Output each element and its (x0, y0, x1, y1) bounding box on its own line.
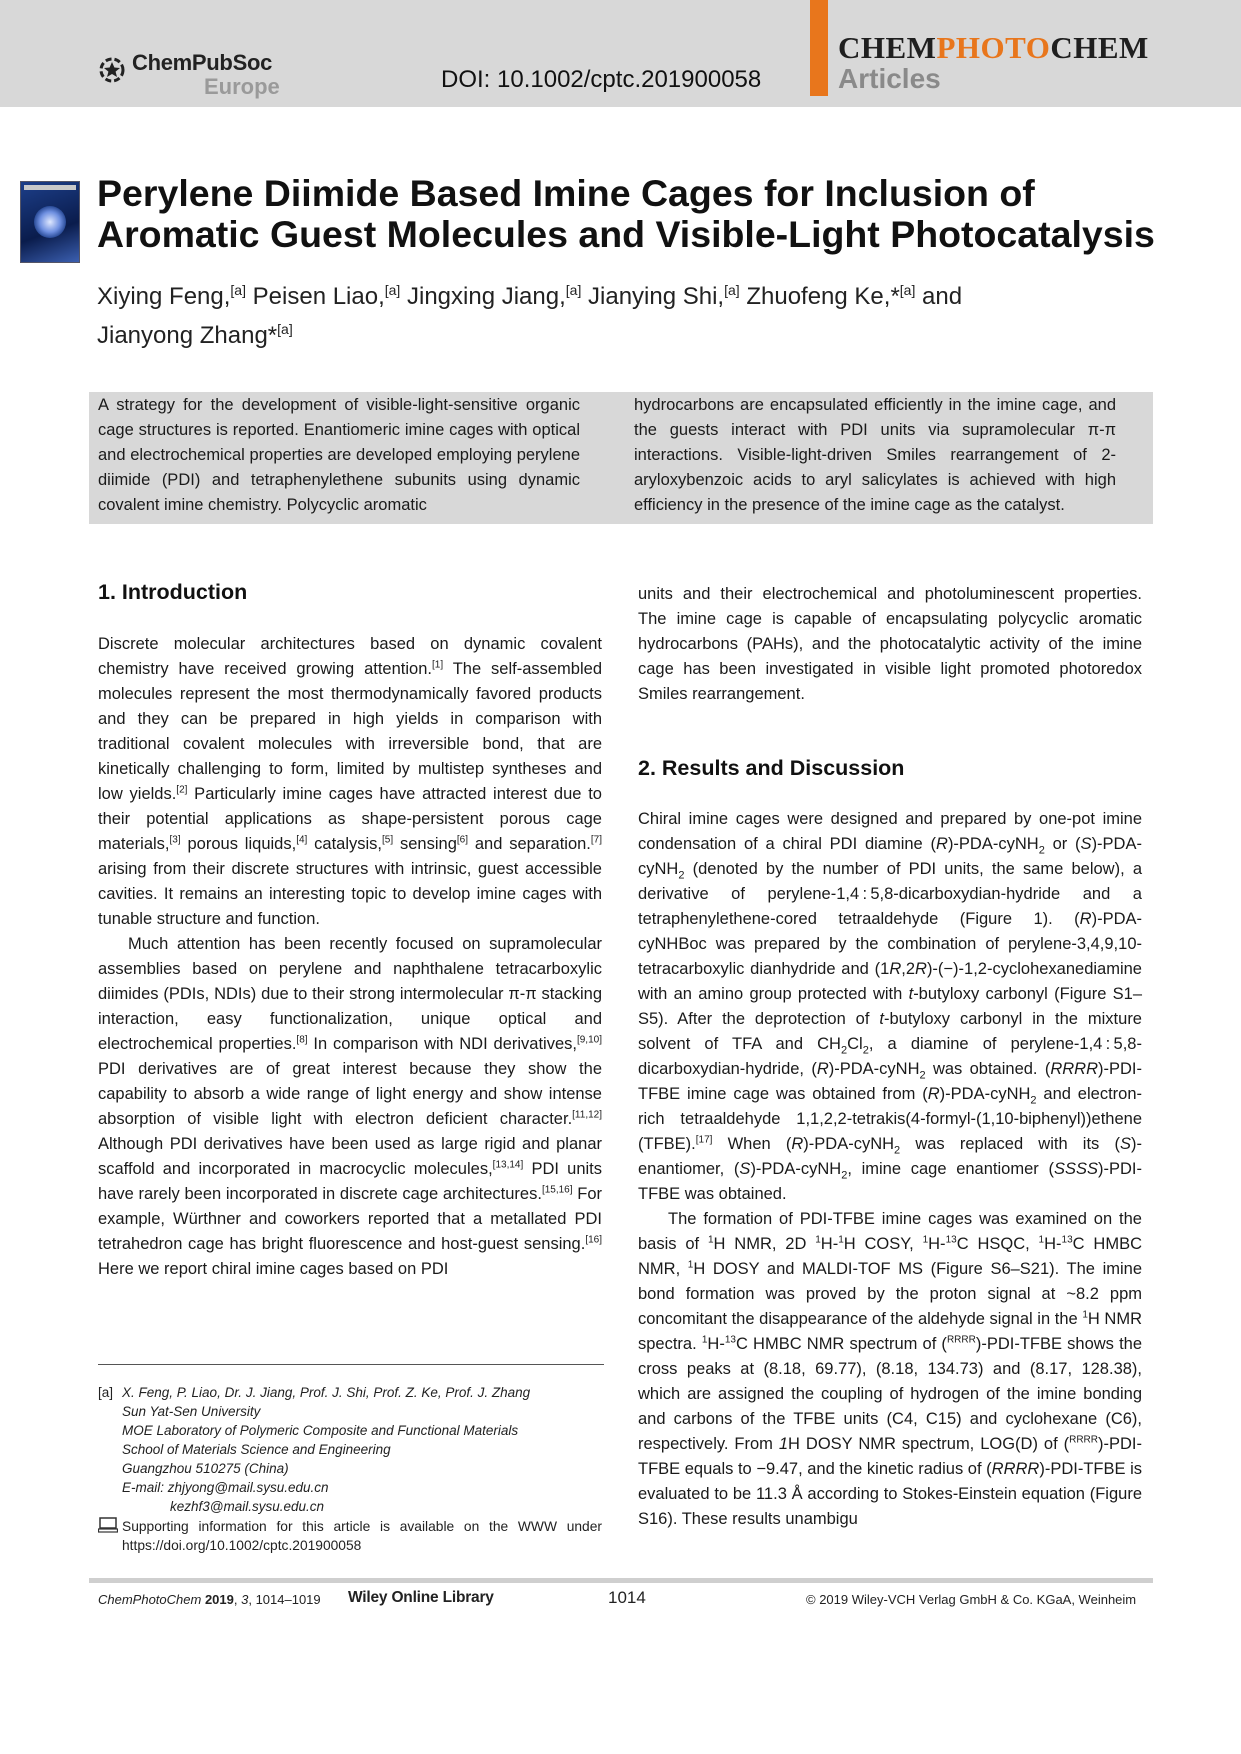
page-number: 1014 (608, 1588, 646, 1607)
computer-icon (98, 1517, 118, 1533)
journal-cover-thumbnail (20, 181, 80, 263)
footnote-tag: [a] (98, 1385, 114, 1400)
citation: [3] (169, 834, 181, 846)
citation: [11,12] (572, 1109, 602, 1121)
supporting-info-text[interactable]: Supporting information for this article is available on the WWW under https://doi.org/10.1002/cptc.201900058 (122, 1519, 602, 1553)
citation: [6] (456, 834, 469, 846)
paragraph: Much attention has been recently focused on supramolecular assemblies based on perylene and naphthalene tetracarboxylic diimides (PDIs, NDIs) due to their strong intermolecular π-π stacking interaction, easy functionalization, unique optical and electrochemical properties.[8] In comparison with NDI derivatives,[9,10] PDI derivatives are of great interest because they show the capability to absorb a wide range of light energy and show intense absorption of visible light with electron deficient character.[11,12] Although PDI derivatives have been used as large rigid and planar scaffold and incorporated in macrocyclic molecules,[13,14] PDI units have rarely been incorporated in discrete cage architectures.[15,16] For example, Würthner and coworkers reported that a metallated PDI tetrahedron cage has bright fluorescence and host-guest sensing.[16] Here we report chiral imine cages based on PDI (98, 935, 603, 1278)
citation: [15,16] (541, 1184, 573, 1196)
citation: [5] (382, 834, 394, 846)
body-left-column (98, 632, 602, 1282)
author: Zhuofeng Ke,* (739, 283, 900, 310)
author-list: Xiying Feng,[a] Peisen Liao,[a] Jingxing Jiang,[a] Jianying Shi,[a] Zhuofeng Ke,*[a] and Jianyong Zhang*[a] (97, 282, 963, 349)
author: Xiying Feng, (97, 283, 231, 310)
section-heading-introduction: 1. Introduction (98, 580, 248, 604)
citation: [9,10] (576, 1034, 602, 1046)
footer-rule (89, 1578, 1153, 1583)
citation: [13,14] (492, 1159, 524, 1171)
citation: [7] (590, 834, 603, 846)
author: Jingxing Jiang, (400, 283, 566, 310)
paragraph: The formation of PDI-TFBE imine cages was examined on the basis of $^1$H NMR, 2D $^1$H-$^1$H COSY, $^1$H-$^{13}$C HSQC, $^1$H-$^{13}$C HMBC NMR, $^1$H DOSY and MALDI-TOF MS (Figure S6–S21). The imine bond formation was proved by the proton signal at ~8.2 ppm concomitant the disappearance of the aldehyde signal in the $^1$H NMR spectra. $^1$H-$^{13}$C HMBC NMR spectrum of ($^{RRRR}$)-PDI-TFBE shows the cross peaks at (8.18, 69.77), (8.18, 134.73) and (8.17, 128.38), which are assigned the coupling of hydrogen of the imine bonding and carbons of the TFBE units (C4, C15) and cyclohexane (C6), respectively. From 1H DOSY NMR spectrum, LOG(D) of ($^{RRRR}$)-PDI-TFBE equals to −9.47, and the kinetic radius of (RRRR)-PDI-TFBE is evaluated to be 11.3 Å according to Stokes-Einstein equation (Figure S16). These results unambigu (638, 1210, 1143, 1528)
author: Jianying Shi, (581, 283, 725, 310)
paragraph: units and their electrochemical and photoluminescent properties. The imine cage is capable of encapsulating polycyclic aromatic hydrocarbons (PAHs), and the photocatalytic activity of the imine cage has been investigated in visible light promoted photoredox Smiles rearrangement. (638, 585, 1142, 703)
publisher-name: ChemPubSoc (132, 50, 273, 75)
paragraph: Discrete molecular architectures based on dynamic covalent chemistry have received growing attention.[1] The self-assembled molecules represent the most thermodynamically favored products and they can be prepared in high yields in comparison with traditional covalent molecules with irreversible bond, that are kinetically challenging to form, limited by multistep syntheses and low yields.[2] Particularly imine cages have attracted interest due to their potential applications as shape-persistent porous cage materials,[3] porous liquids,[4] catalysis,[5] sensing[6] and separation.[7] arising from their discrete structures with intrinsic, guest accessible cavities. It remains an interesting topic to develop imine cages with tunable structure and function. (98, 635, 603, 928)
article-type: Articles (838, 63, 941, 94)
author: Jianyong Zhang* (97, 322, 278, 349)
abstract-left: A strategy for the development of visible-light-sensitive organic cage structures is reported. Enantiomeric imine cages with optical and electrochemical properties are developed employing perylene diimide (PDI) and tetraphenylethene subunits using dynamic covalent imine chemistry. Polycyclic aromatic (98, 396, 580, 514)
footer-citation: ChemPhotoChem 2019, 3, 1014–1019 (98, 1592, 321, 1607)
email-link: E-mail: zhjyong@mail.sysu.edu.cn (122, 1480, 329, 1495)
citation: [17] (695, 1134, 713, 1146)
article-title: Perylene Diimide Based Imine Cages for Inclusion of Aromatic Guest Molecules and Visible-Light Photocatalysis (97, 172, 1155, 255)
section-heading-results: 2. Results and Discussion (638, 756, 905, 780)
body-right-column (638, 807, 1142, 1532)
publisher-region: Europe (204, 74, 280, 99)
author: Peisen Liao, (245, 283, 385, 310)
citation: [4] (296, 834, 308, 846)
footnote-rule (98, 1364, 604, 1365)
citation: [1] (431, 659, 444, 671)
citation: [2] (176, 784, 188, 796)
chempubsoc-star-icon (98, 48, 128, 88)
wiley-online-library-link[interactable]: Wiley Online Library (348, 1589, 494, 1606)
citation: [16] (585, 1234, 602, 1246)
journal-title: CHEMPHOTOCHEM (838, 30, 1149, 65)
copyright: © 2019 Wiley-VCH Verlag GmbH & Co. KGaA, Weinheim (806, 1592, 1137, 1607)
paragraph: Chiral imine cages were designed and prepared by one-pot imine condensation of a chiral PDI diamine (R)-PDA-cyNH$_2$ or (S)-PDA-cyNH$_2$ (denoted by the number of PDI units, the same below), a derivative of perylene-1,4 : 5,8-dicarboxydian-hydride and a tetraphenylethene-cored tetraaldehyde (Figure 1). (R)-PDA-cyNHBoc was prepared by the combination of perylene-3,4,9,10-tetracarboxylic dianhydride and (1R,2R)-(−)-1,2-cyclohexanediamine with an amino group protected with t-butyloxy carbonyl (Figure S1–S5). After the deprotection of t-butyloxy carbonyl in the mixture solvent of TFA and $CH_2Cl_2$, a diamine of perylene-1,4 : 5,8-dicarboxydian-hydride, (R)-PDA-cyNH$_2$ was obtained. (RRRR)-PDI-TFBE imine cage was obtained from (R)-PDA-cyNH$_2$ and electron-rich tetraaldehyde 1,1,2,2-tetrakis(4-formyl-(1,10-biphenyl))ethene (TFBE).[17] When (R)-PDA-cyNH$_2$ was replaced with its (S)-enantiomer, (S)-PDA-cyNH$_2$, imine cage enantiomer (SSSS)-PDI-TFBE was obtained. (638, 810, 1143, 1203)
header-accent-bar (810, 0, 828, 96)
citation: [8] (296, 1034, 308, 1046)
email-link: kezhf3@mail.sysu.edu.cn (170, 1499, 325, 1514)
body-right-column-top (638, 582, 1142, 707)
doi[interactable]: DOI: 10.1002/cptc.201900058 (441, 66, 762, 93)
abstract-right: hydrocarbons are encapsulated efficiently in the imine cage, and the guests interact with PDI units via supramolecular π-π interactions. Visible-light-driven Smiles rearrangement of 2-aryloxybenzoic acids to aryl salicylates is achieved with high efficiency in the presence of the imine cage as the catalyst. (634, 396, 1116, 514)
